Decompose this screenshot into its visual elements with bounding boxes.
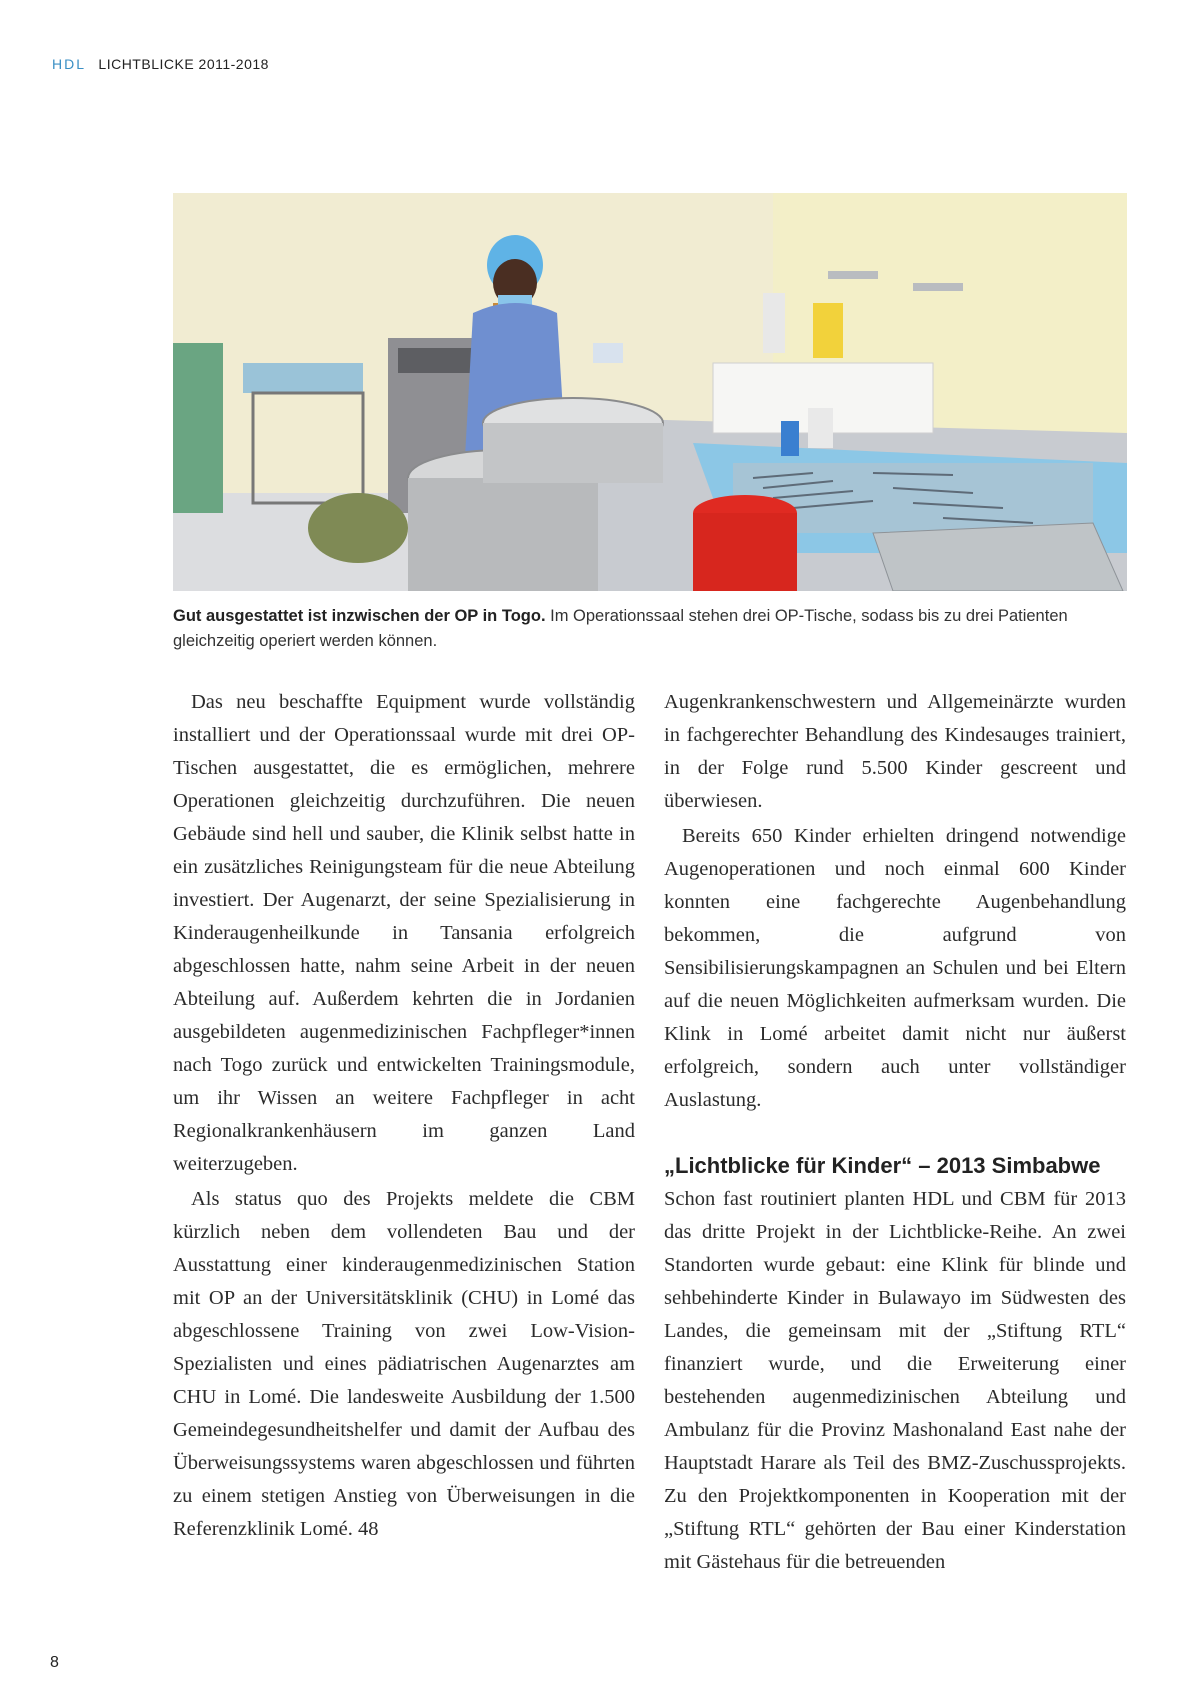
left-paragraph-1: Das neu beschaffte Equipment wurde vollständig installiert und der Operationssaal wurde mit drei OP-Tischen ausgestattet, die es ermöglichen, mehrere Operationen gleichzeitig durchzuführen. Die neuen Gebäude sind hell und sauber, die Klinik selbst hatte in ein zusätzliches Reinigungsteam für die neue Abteilung investiert. Der Augenarzt, der seine Spezialisierung in Kinderaugenheilkunde in Tansania erfolgreich abgeschlossen hatte, nahm seine Arbeit in der neuen Abteilung auf. Außerdem kehrten die in Jordanien ausgebildeten augenmedizinischen Fachpfleger*innen nach Togo zurück und entwickelten Trainingsmodule, um ihr Wissen an weitere Fachpfleger in acht Regionalkrankenhäusern im ganzen Land weiterzugeben. [173,691,635,1175]
right-paragraph-1: Augenkrankenschwestern und Allgemeinärzte wurden in fachgerechter Behandlung des Kindesauges trainiert, in der Folge rund 5.500 Kinder gescreent und überwiesen. [664,691,1126,812]
operating-room-photo [173,193,1127,591]
right-column [664,686,1126,1581]
section-heading: „Lichtblicke für Kinder“ – 2013 Simbabwe [664,1153,1101,1178]
right-paragraph-3: Schon fast routiniert planten HDL und CBM für 2013 das dritte Projekt in der Lichtblicke-Reihe. An zwei Standorten wurde gebaut: eine Klink für blinde und sehbehinderte Kinder in Bulawayo im Südwesten des Landes, die gemeinsam mit der „Stiftung RTL“ finanziert wurde, und die Erweiterung einer bestehenden augenmedizinischen Abteilung und Ambulanz für die Provinz Mashonaland East nahe der Hauptstadt Harare als Teil des BMZ-Zuschussprojekts. Zu den Projektkomponenten in Kooperation mit der „Stiftung RTL“ gehörten der Bau einer Kinderstation mit Gästehaus für die betreuenden [664,1188,1126,1573]
page-number: 8 [50,1654,59,1671]
running-header [52,56,269,72]
left-column [173,686,635,1548]
left-paragraph-2: Als status quo des Projekts meldete die CBM kürzlich neben dem vollendeten Bau und der Ausstattung einer kinderaugenmedizinischen Station mit OP an der Universitätsklinik (CHU) in Lomé das abgeschlossene Training von zwei Low-Vision-Spezialisten und eines pädiatrischen Augenarztes am CHU in Lomé. Die landesweite Ausbildung der 1.500 Gemeindegesundheitshelfer und damit der Aufbau des Überweisungssystems waren abgeschlossen und führten zu einem stetigen Anstieg von Überweisungen in die Referenzklinik Lomé. 48 [173,1188,635,1540]
photo-caption [173,604,1127,654]
caption-lead: Gut ausgestattet ist inzwischen der OP in Togo. [173,607,546,625]
header-brand: HDL [52,56,87,72]
caption-text: Im Operationssaal stehen drei OP-Tische, sodass bis zu drei Patienten gleichzeitig operiert werden können. [173,607,1068,650]
header-title: LICHTBLICKE 2011-2018 [98,56,269,72]
right-paragraph-2: Bereits 650 Kinder erhielten dringend notwendige Augenoperationen und noch einmal 600 Kinder konnten eine fachgerechte Augenbehandlung bekommen, die aufgrund von Sensibilisierungskampagnen an Schulen und bei Eltern auf die neuen Möglichkeiten aufmerksam wurden. Die Klink in Lomé arbeitet damit nicht nur äußerst erfolgreich, sondern auch unter vollständiger Auslastung. [664,825,1126,1111]
